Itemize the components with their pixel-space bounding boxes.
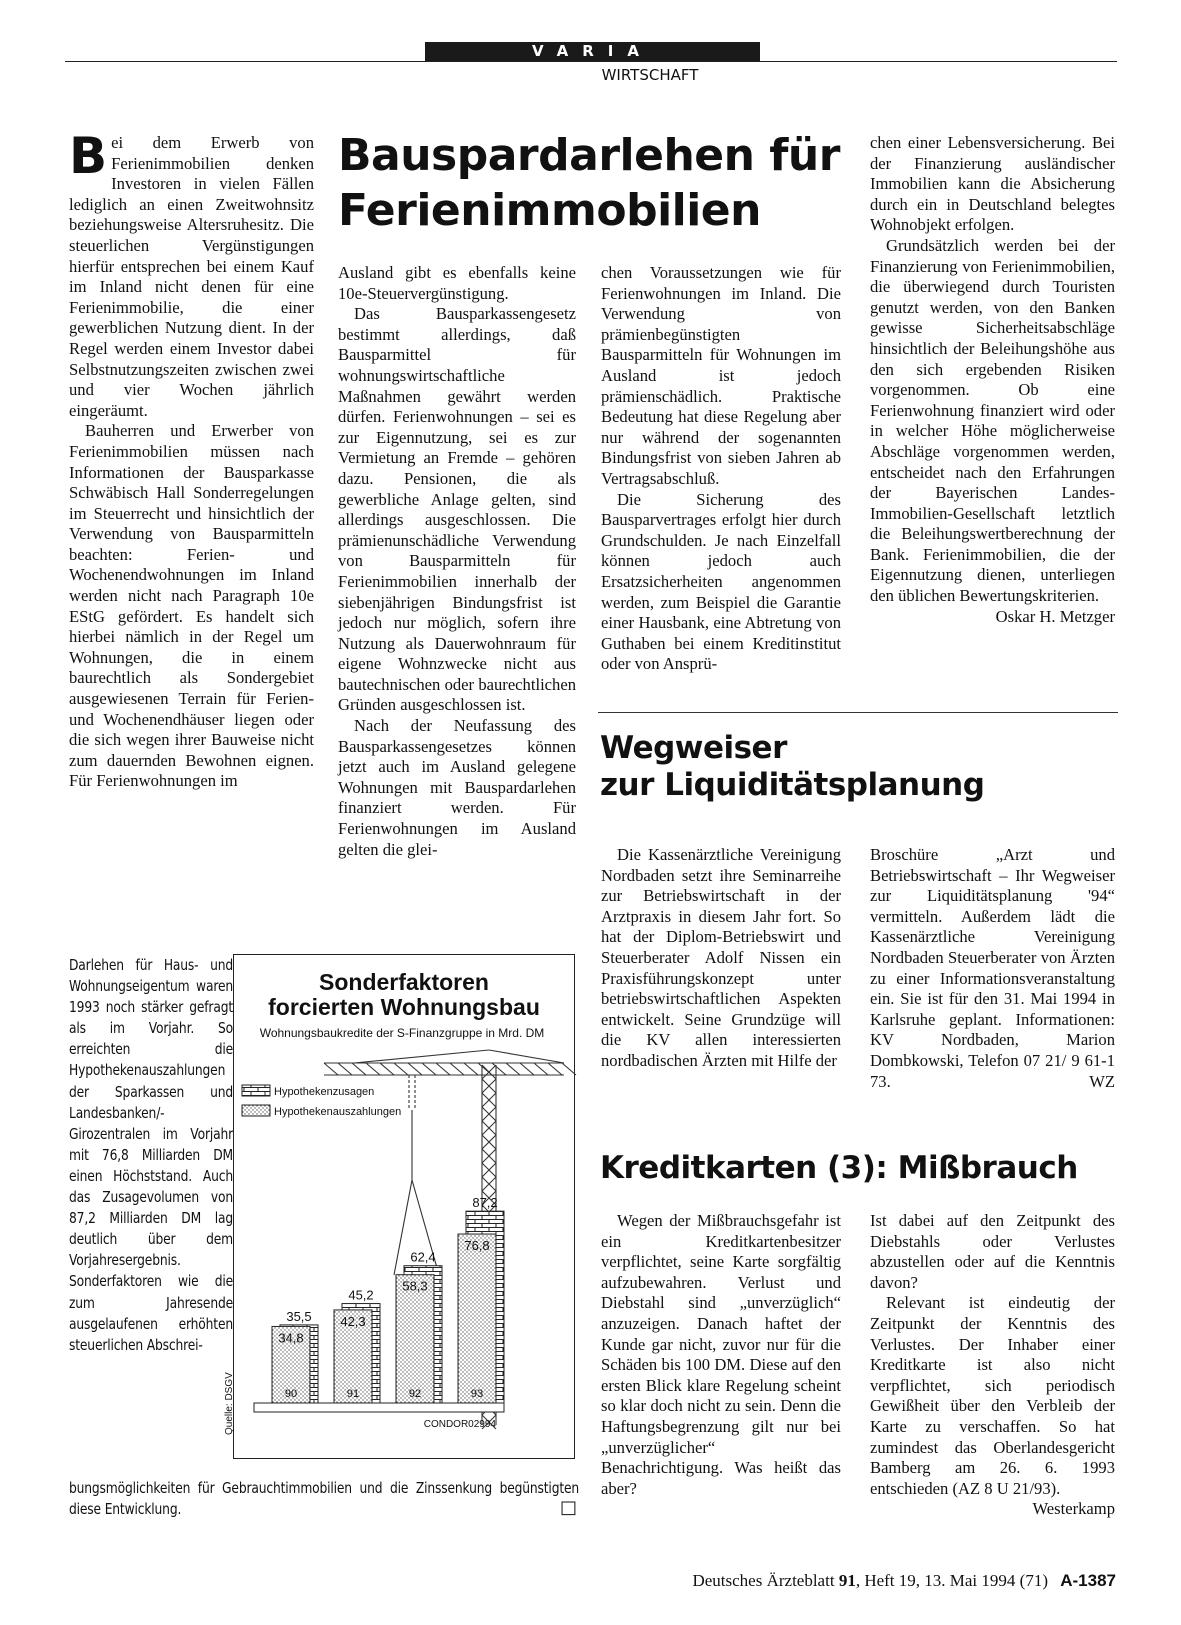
category-90: 90 — [284, 1388, 298, 1400]
footer-journal: Deutsches Ärzteblatt — [692, 1571, 835, 1590]
chart-subtitle: Wohnungsbaukredite der S-Finanzgruppe in Mrd. DM — [259, 1026, 545, 1040]
article3-title: Kreditkarten (3): Mißbrauch — [600, 1150, 1078, 1186]
article2-title-line2: zur Liquiditätsplanung — [600, 767, 985, 803]
legend-label-zusagen: Hypothekenzusagen — [274, 1086, 375, 1098]
chart-caption — [69, 955, 233, 1475]
article3-col2-para2: Relevant ist eindeutig der Zeitpunkt der Kenntnis des Verlustes. Der Inhaber einer Kreditkarte ist also nicht verpflichtet, sich periodisch Gewißheit über den Verbleib der Karte zu verschaffen. So hat zumindest das Oberlandesgericht Bamberg am 26. 6. 1993 entschieden (AZ 8 U 21/93). — [870, 1293, 1115, 1498]
label-auszahlungen-92: 58,3 — [402, 1278, 428, 1294]
chart-svg — [224, 955, 574, 1458]
chart-caption-tail-box — [69, 1478, 579, 1520]
chart-source: Quelle: DSGV — [224, 1372, 235, 1435]
article1-col4 — [870, 133, 1115, 627]
article1-col1 — [69, 127, 314, 792]
article1-col4-para1: chen einer Lebensversicherung. Bei der Finanzierung ausländischer Immobilien kann die Absicherung durch ein in Deutschland belegtes Wohnobjekt erfolgen. — [870, 133, 1115, 235]
section-label: VARIA — [532, 42, 653, 60]
legend-label-auszahlungen: Hypothekenauszahlungen — [274, 1106, 402, 1118]
divider-rule — [598, 712, 1118, 713]
label-zusagen-90: 35,5 — [286, 1308, 312, 1324]
label-auszahlungen-91: 42,3 — [340, 1313, 366, 1329]
footer-issue: , Heft 19, 13. Mai 1994 (71) — [855, 1571, 1048, 1590]
chart-title-line1: Sonderfaktoren — [319, 969, 489, 995]
label-zusagen-93: 87,2 — [472, 1195, 498, 1211]
dropcap: B — [69, 127, 108, 185]
end-box-icon: □ — [560, 1497, 578, 1518]
chart-frame — [224, 954, 575, 1459]
chart-bars — [254, 1195, 504, 1430]
article3-author: Westerkamp — [1032, 1499, 1115, 1519]
label-auszahlungen-93: 76,8 — [464, 1238, 490, 1254]
article1-col2-para3: Nach der Neufassung des Bausparkassengesetzes können jetzt auch im Ausland gelegene Wohnungen mit Bauspardarlehen finanziert werden. Für Ferienwohnungen im Ausland gelten die glei- — [338, 716, 576, 859]
category-93: 93 — [470, 1388, 484, 1400]
header-rule — [65, 61, 1117, 62]
article2-author: WZ — [1089, 1071, 1115, 1091]
article1-col4-para2: Grundsätzlich werden bei der Finanzierung von Ferienimmobilien, die überwiegend durch Touristen genutzt werden, von den Banken gewisse Sicherheitsabschläge hinsichtlich der Beleihungshöhe aus den sich ergebenden Risiken vorgenommen. Ob eine Ferienwohnung finanziert wird oder in welcher Höhe möglicherweise Abschläge vorgenommen werden, entscheidet nach den Erfahrungen der Bayerischen Landes-Immobilien-Gesellschaft letztlich die Beleihungswertberechnung der Bank. Ferienimmobilien, die der Eigennutzung dienen, unterliegen den üblichen Bewertungskriterien. — [870, 235, 1115, 606]
chart-caption-tail: bungsmöglichkeiten für Gebrauchtimmobilien und die Zinssenkung begünstigten diese Entwicklung. — [69, 1479, 580, 1519]
subsection-label: WIRTSCHAFT — [601, 66, 699, 84]
article1-col2-para1: Ausland gibt es ebenfalls keine 10e-Steuervergünstigung. — [338, 263, 576, 303]
label-zusagen-91: 45,2 — [348, 1287, 374, 1303]
article2-col1-text: Die Kassenärztliche Vereinigung Nordbaden setzt ihre Seminarreihe zur Betriebswirtschaft in der Arztpraxis in diesem Jahr fort. So hat der Diplom-Betriebswirt und Steuerberater Adolf Nissen ein Praxisführungskonzept unter betriebswirtschaftlichen Aspekten entwickelt. Seine Grundzüge will die KV allen interessierten nordbadischen Ärzten mit Hilfe der — [601, 845, 841, 1070]
article1-col3-para1: chen Voraussetzungen wie für Ferienwohnungen im Inland. Die Verwendung von prämienbegünstigten Bausparmitteln für Wohnungen im Ausland ist jedoch prämienschädlich. Praktische Bedeutung hat diese Regelung aber nur während der sogenannten Bindungsfrist von sieben Jahren ab Vertragsabschluß. — [601, 263, 841, 488]
article1-col1-para1: ei dem Erwerb von Ferienimmobilien denken Investoren in vielen Fällen lediglich an einen Zweitwohnsitz beziehungsweise Altersruhesitz. Die steuerlichen Vergünstigungen hierfür entsprechen bei einem Kauf im Inland nicht denen für eine Ferienimmobilie, die einer gewerblichen Nutzung dient. In der Regel werden einem Investor dabei Selbstnutzungszeiten zwischen zwei und vier Wochen jährlich eingeräumt. — [69, 133, 314, 420]
footer-page: A-1387 — [1060, 1571, 1116, 1590]
article2-col2-text: Broschüre „Arzt und Betriebswirtschaft – Ihr Wegweiser zur Liquiditätsplanung '94“ vermitteln. Außerdem lädt die Kassenärztliche Vereinigung Nordbaden Steuerberater von Ärzten zu einer Informationsveranstaltung ein. Sie ist für den 31. Mai 1994 in Karlsruhe geplant. Informationen: KV Nordbaden, Marion Dombkowski, Telefon 07 21/ 9 61-1 73. — [870, 845, 1115, 1091]
label-zusagen-92: 62,4 — [410, 1249, 436, 1265]
label-auszahlungen-90: 34,8 — [278, 1330, 304, 1346]
article1-title — [338, 128, 858, 238]
article3-col1 — [601, 1211, 841, 1499]
article2-title — [600, 730, 1120, 804]
bar-auszahlungen-93 — [458, 1234, 496, 1403]
footer — [560, 1571, 1116, 1591]
chart-caption-text: Darlehen für Haus- und Wohnungseigentum waren 1993 noch stärker gefragt als im Vorjahr. So erreichten die Hypothekenauszahlungen der Sparkassen und Landesbanken/-Girozentralen im Vorjahr mit 76,8 Milliarden DM einen Höchststand. Auch das Zusagevolumen von 87,2 Milliarden DM lag deutlich über dem Vorjahresergebnis. Sonderfaktoren wie die zum Jahresende ausgelaufenen erhöhten steuerlichen Abschrei- — [69, 956, 233, 1354]
article3-col2-para1: Ist dabei auf den Zeitpunkt des Diebstahls oder Verlustes abzustellen oder auf die Kenntnis davon? — [870, 1211, 1115, 1292]
chart-legend — [242, 1085, 401, 1118]
article1-col3-para2: Die Sicherung des Bausparvertrages erfolgt hier durch Grundschulden. Je nach Einzelfall können jedoch auch Ersatzsicherheiten angenommen werden, zum Beispiel die Garantie einer Hausbank, eine Abtretung von Guthaben bei einem Kreditinstitut oder von Ansprü- — [601, 489, 841, 674]
footer-volume: 91 — [838, 1571, 856, 1590]
chart-title-line2: forcierten Wohnungsbau — [268, 994, 540, 1020]
article3-col2 — [870, 1211, 1115, 1520]
article2-col1 — [601, 845, 841, 1072]
article1-col3 — [601, 263, 841, 675]
article1-title-line2: Ferienimmobilien — [338, 185, 761, 236]
article2-title-line1: Wegweiser — [600, 730, 787, 766]
article1-title-line1: Bauspardarlehen für — [338, 130, 840, 181]
article2-col2 — [870, 845, 1115, 1092]
category-92: 92 — [408, 1388, 422, 1400]
legend-swatch-auszahlungen — [242, 1105, 270, 1116]
article1-author: Oskar H. Metzger — [995, 606, 1115, 626]
article1-col2 — [338, 263, 576, 860]
article1-col2-para2: Das Bausparkassengesetz bestimmt allerdings, daß Bausparmittel für wohnungswirtschaftliche Maßnahmen gewährt werden dürfen. Ferienwohnungen – sei es zur Eigennutzung, sei es zur Vermietung an Fremde – gehören dazu. Pensionen, die als gewerbliche Anlage gelten, sind allerdings ausgeschlossen. Die prämienunschädliche Verwendung von Bausparmitteln für Ferienimmobilien innerhalb der siebenjährigen Bindungsfrist ist jedoch nur möglich, sofern ihre Nutzung als Dauerwohnraum für eigene Wohnzwecke nicht aus bautechnischen oder baurechtlichen Gründen ausgeschlossen ist. — [338, 304, 576, 715]
article1-col1-para2: Bauherren und Erwerber von Ferienimmobilien müssen nach Informationen der Bausparkasse Schwäbisch Hall Sonderregelungen im Steuerrecht und hinsichtlich der Verwendung von Bausparmitteln beachten: Ferien- und Wochenendwohnungen im Inland werden nicht nach Paragraph 10e EStG gefördert. Es handelt sich hierbei nämlich in der Regel um Wohnungen, die in einem baurechtlich als Sondergebiet ausgewiesenen Terrain für Ferien- und Wochenendhäuser liegen oder die sich wegen ihrer Bauweise nicht zum dauernden Bewohnen eignen. Für Ferienwohnungen im — [69, 421, 314, 791]
chart-credit: CONDOR02994 — [423, 1419, 496, 1430]
legend-swatch-zusagen — [242, 1085, 270, 1096]
chart-base — [254, 1403, 504, 1412]
category-91: 91 — [346, 1388, 360, 1400]
article3-col1-text: Wegen der Mißbrauchsgefahr ist ein Kreditkartenbesitzer verpflichtet, seine Karte sorgfältig aufzubewahren. Verlust und Diebstahl sind „unverzüglich“ anzuzeigen. Danach haftet der Kunde gar nicht, zuvor nur für die Schäden bis 100 DM. Diese auf den ersten Blick klare Regelung scheint so klar doch nicht zu sein. Denn die Haftungsbegrenzung gilt nur bei „unverzüglicher“ Benachrichtigung. Was heißt das aber? — [601, 1211, 841, 1498]
bar-auszahlungen-92 — [396, 1275, 434, 1403]
